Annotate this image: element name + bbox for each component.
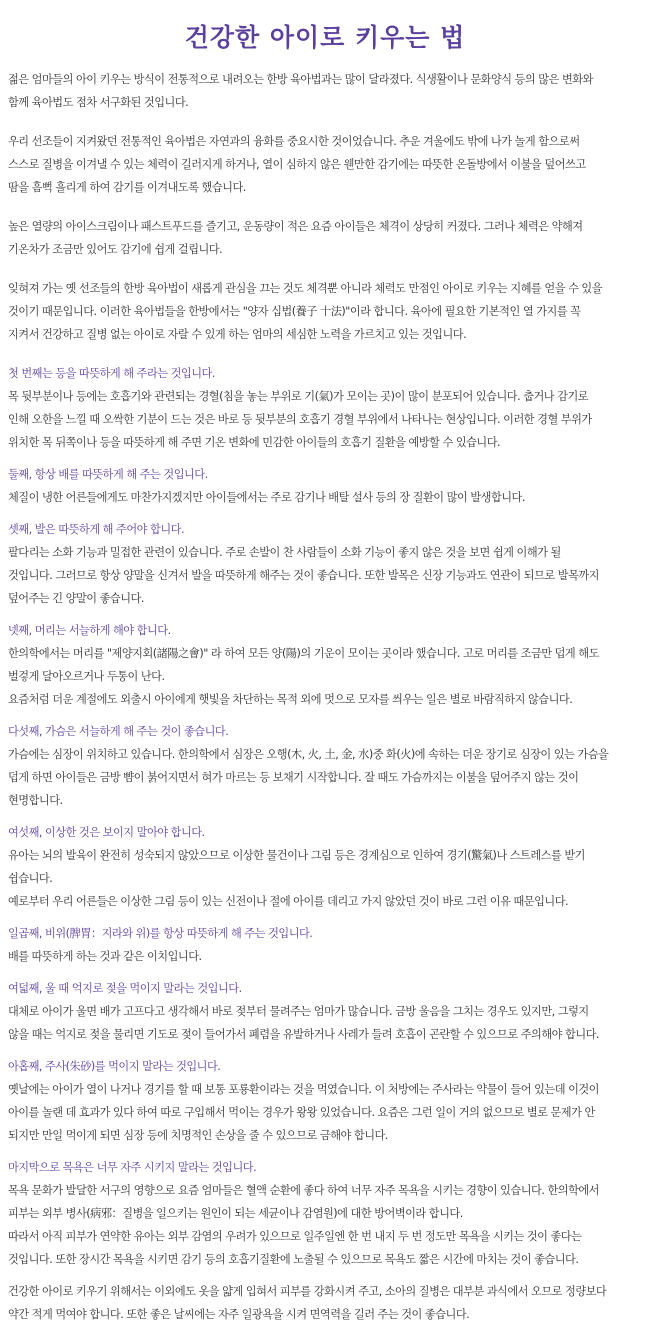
tip-section — [8, 821, 642, 913]
tip-heading: 첫 번째는 등을 따뜻하게 해 주라는 것입니다. — [8, 367, 215, 380]
tip-heading: 아홉째, 주사(朱砂)를 먹이지 말라는 것입니다. — [8, 1060, 221, 1073]
text-line: 것입니다. 또한 장시간 목욕을 시키면 감기 등의 호흡기질환에 노출될 수 있으므로 목욕도 짧은 시간에 마치는 것이 좋습니다. — [8, 1253, 579, 1266]
text-line: 것입니다. 그러므로 항상 양말을 신겨서 발을 따뜻하게 해주는 것이 좋습니다. 또한 발목은 신장 기능과도 연관이 되므로 발목까지 — [8, 569, 599, 582]
text-line: 벌겋게 달아오르거나 두통이 난다. — [8, 670, 165, 683]
text-line: 것이기 때문입니다. 이러한 육아법들을 한방에서는 "양자 십법(養子 十法)"이라 합니다. 육아에 필요한 기본적인 열 가지를 꼭 — [8, 305, 581, 318]
text-line: 목욕 문화가 발달한 서구의 영향으로 요즘 엄마들은 혈액 순환에 좋다 하여 너무 자주 목욕을 시키는 경향이 있습니다. 한의학에서 — [8, 1184, 599, 1197]
tip-heading: 다섯째, 가슴은 서늘하게 해 주는 것이 좋습니다. — [8, 725, 229, 738]
text-line: 체질이 냉한 어른들에게도 마찬가지겠지만 아이들에서는 주로 감기나 배탈 설사 등의 장 질환이 많이 발생합니다. — [8, 491, 525, 504]
text-line: 스스로 질병을 이겨낼 수 있는 체력이 길러지게 하거나, 열이 심하지 않은 웬만한 감기에는 따뜻한 온돌방에서 이불을 덮어쓰고 — [8, 158, 586, 171]
text-line: 목 뒷부분이나 등에는 호흡기와 관련되는 경혈(침을 놓는 부위로 기(氣)가 모이는 곳)이 많이 분포되어 있습니다. 춥거나 감기로 — [8, 390, 589, 403]
text-line: 현명합니다. — [8, 794, 63, 807]
tip-section — [8, 720, 642, 812]
text-line: 예로부터 우리 어른들은 이상한 그림 등이 있는 신전이나 절에 아이를 데리고 가지 않았던 것이 바로 그런 이유 때문입니다. — [8, 895, 569, 908]
text-line: 가슴에는 심장이 위치하고 있습니다. 한의학에서 심장은 오행(木, 火, 土, 金, 水)중 화(火)에 속하는 더운 장기로 심장이 있는 가슴을 — [8, 748, 609, 761]
tip-heading: 일곱째, 비위(脾胃：지라와 위)를 항상 따뜻하게 해 주는 것입니다. — [8, 927, 313, 940]
tip-section — [8, 362, 642, 454]
text-line: 위치한 목 뒤쪽이나 등을 따뜻하게 해 주면 기온 변화에 민감한 아이들의 호흡기 질환을 예방할 수 있습니다. — [8, 436, 501, 449]
tip-section — [8, 922, 642, 968]
text-line: 유아는 뇌의 발육이 완전히 성숙되지 않았으므로 이상한 물건이나 그림 등은 경계심으로 인하여 경기(驚氣)나 스트레스를 받기 — [8, 849, 585, 862]
tip-heading: 마지막으로 목욕은 너무 자주 시키지 말라는 것입니다. — [8, 1161, 257, 1174]
tip-section — [8, 977, 642, 1046]
tip-section — [8, 619, 642, 711]
text-line: 아이를 놀랜 데 효과가 있다 하여 따로 구입해서 먹이는 경우가 왕왕 있었습니다. 요즘은 그런 일이 거의 없으므로 별로 문제가 안 — [8, 1106, 595, 1119]
tip-section — [8, 1055, 642, 1147]
text-line: 옛날에는 아이가 열이 나거나 경기를 할 때 보통 포룡환이라는 것을 먹였습니다. 이 처방에는 주사라는 약물이 들어 있는데 이것이 — [8, 1083, 599, 1096]
tip-heading: 여덟째, 울 때 억지로 젖을 먹이지 말라는 것입니다. — [8, 982, 242, 995]
text-line: 대체로 아이가 울면 배가 고프다고 생각해서 바로 젖부터 물려주는 엄마가 많습니다. 금방 울음을 그치는 경우도 있지만, 그렇지 — [8, 1005, 589, 1018]
tip-heading: 여섯째, 이상한 것은 보이지 말아야 합니다. — [8, 826, 205, 839]
tip-heading: 둘째, 항상 배를 따뜻하게 해 주는 것입니다. — [8, 468, 208, 481]
tip-heading: 셋째, 발은 따뜻하게 해 주어야 합니다. — [8, 523, 185, 536]
text-line: 함께 육아법도 점차 서구화된 것입니다. — [8, 96, 189, 109]
tip-section — [8, 1156, 642, 1271]
page-title: 건강한 아이로 키우는 법 — [184, 23, 466, 52]
text-line: 요즘처럼 더운 계절에도 외출시 아이에게 햇빛을 차단하는 목적 외에 멋으로 모자를 씌우는 일은 별로 바람직하지 않습니다. — [8, 693, 573, 706]
text-line: 젊은 엄마들의 아이 키우는 방식이 전통적으로 내려오는 한방 육아법과는 많이 달라졌다. 식생활이나 문화양식 등의 많은 변화와 — [8, 73, 593, 86]
text-line: 잊혀져 가는 옛 선조들의 한방 육아법이 새롭게 관심을 끄는 것도 체격뿐 아니라 체력도 만점인 아이로 키우는 지혜를 얻을 수 있을 — [8, 282, 603, 295]
intro-paragraph — [8, 277, 642, 346]
text-line: 지켜서 건강하고 질병 없는 아이로 자랄 수 있게 하는 엄마의 세심한 노력을 가르치고 있는 것입니다. — [8, 328, 467, 341]
text-line: 높은 열량의 아이스크림이나 패스트푸드를 즐기고, 운동량이 적은 요즘 아이들은 체격이 상당히 커졌다. 그러나 체력은 약해져 — [8, 220, 583, 233]
text-line: 한의학에서는 머리를 "제양지회(諸陽之會)" 라 하여 모든 양(陽)의 기운이 모이는 곳이라 했습니다. 고로 머리를 조금만 덥게 해도 — [8, 647, 599, 660]
article-body — [0, 60, 650, 1326]
tip-section — [8, 463, 642, 509]
text-line: 땀을 흠뻑 흘리게 하여 감기를 이겨내도록 했습니다. — [8, 181, 246, 194]
intro-block — [8, 68, 642, 346]
text-line: 우리 선조들이 지켜왔던 전통적인 육아법은 자연과의 융화를 중요시한 것이었습니다. 추운 겨울에도 밖에 나가 놀게 함으로써 — [8, 135, 580, 148]
intro-paragraph — [8, 130, 642, 199]
text-line: 배를 따뜻하게 하는 것과 같은 이치입니다. — [8, 950, 202, 963]
text-line: 피부는 외부 병사(病邪：질병을 일으키는 원인이 되는 세균이나 감염원)에 대한 방어벽이라 합니다. — [8, 1207, 463, 1220]
text-line: 인해 오한을 느낄 때 오싹한 기분이 드는 것은 바로 등 뒷부분의 호흡기 경혈 부위에서 나타나는 현상입니다. 이러한 경혈 부위가 — [8, 413, 592, 426]
text-line: 덥게 하면 아이들은 금방 뺨이 붉어지면서 혀가 마르는 등 보채기 시작합니다. 잘 때도 가슴까지는 이불을 덮어주지 않는 것이 — [8, 771, 579, 784]
text-line: 쉽습니다. — [8, 872, 53, 885]
tip-heading: 넷째, 머리는 서늘하게 해야 합니다. — [8, 624, 171, 637]
text-line: 되지만 만일 먹이게 되면 심장 등에 치명적인 손상을 줄 수 있으므로 금해야 합니다. — [8, 1129, 388, 1142]
sections-block — [8, 362, 642, 1271]
text-line: 약간 적게 먹여야 합니다. 또한 좋은 날씨에는 자주 일광욕을 시켜 면역력을 길러 주는 것이 좋습니다. — [8, 1308, 470, 1321]
text-line: 않을 때는 억지로 젖을 물리면 기도로 젖이 들어가서 폐렴을 유발하거나 사레가 들려 호흡이 곤란할 수 있으므로 주의해야 합니다. — [8, 1028, 599, 1041]
text-line: 덮어주는 긴 양말이 좋습니다. — [8, 592, 144, 605]
intro-paragraph — [8, 68, 642, 114]
text-line: 기온차가 조금만 있어도 감기에 쉽게 걸립니다. — [8, 243, 223, 256]
intro-paragraph — [8, 215, 642, 261]
tip-section — [8, 518, 642, 610]
text-line: 건강한 아이로 키우기 위해서는 이외에도 옷을 얇게 입혀서 피부를 강화시켜 주고, 소아의 질병은 대부분 과식에서 오므로 정량보다 — [8, 1285, 607, 1298]
text-line: 팔다리는 소화 기능과 밀접한 관련이 있습니다. 주로 손발이 찬 사람들이 소화 기능이 좋지 않은 것을 보면 쉽게 이해가 될 — [8, 546, 561, 559]
closing-paragraph — [8, 1280, 642, 1326]
text-line: 따라서 아직 피부가 연약한 유아는 외부 감염의 우려가 있으므로 일주일엔 한 번 내지 두 번 정도만 목욕을 시키는 것이 좋다는 — [8, 1230, 582, 1243]
